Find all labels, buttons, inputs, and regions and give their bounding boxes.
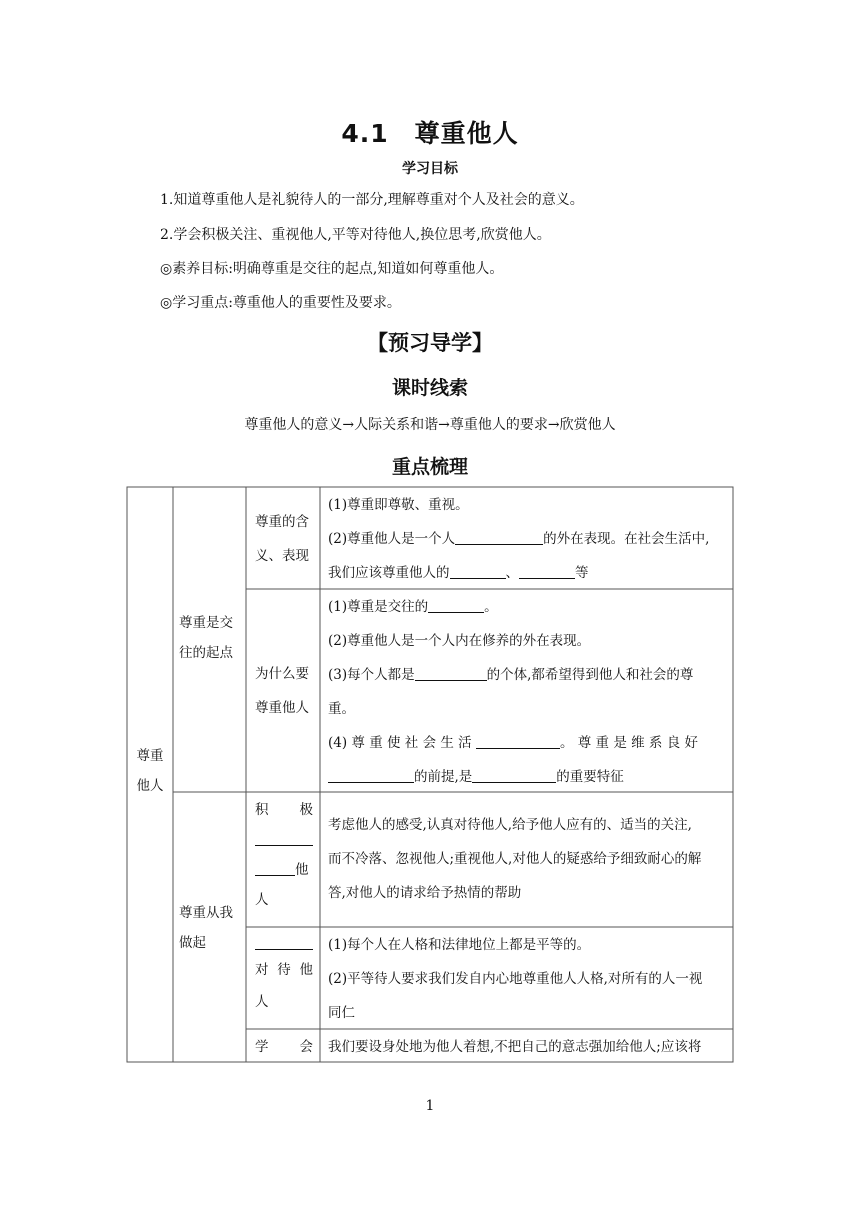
content-text: 等	[575, 565, 589, 581]
content-text: 。	[484, 599, 498, 615]
label-char: 极	[299, 802, 313, 818]
content-text: (4) 尊 重 使 社 会 生 活	[328, 735, 472, 751]
section-heading: 【预习导学】	[367, 331, 493, 355]
fill-blank	[415, 666, 487, 681]
objective-item: 1.知道尊重他人是礼貌待人的一部分,理解尊重对个人及社会的意义。	[160, 192, 584, 208]
group2-line: 做起	[179, 935, 206, 951]
row-label-equal	[255, 928, 313, 1018]
content-text: 的个体,都希望得到他人和社会的尊	[486, 667, 694, 683]
label-line: 尊重他人	[255, 700, 309, 716]
content-text: 的前提,是	[414, 769, 473, 785]
fill-blank	[476, 734, 560, 749]
label-char: 待	[277, 962, 291, 978]
content-line: 同仁	[328, 1005, 355, 1021]
fill-blank	[255, 861, 295, 876]
label-char: 他	[295, 862, 309, 878]
col1-line: 尊重	[136, 748, 164, 764]
cell-meaning	[328, 488, 728, 590]
cell-active	[328, 808, 728, 910]
fill-blank	[255, 935, 313, 950]
objectives-heading: 学习目标	[402, 161, 458, 177]
content-line: 而不冷落、忽视他人;重视他人,对他人的疑惑给予细致耐心的解	[328, 851, 702, 867]
group1-line: 尊重是交	[179, 615, 233, 631]
content-text: (1)尊重是交往的	[328, 599, 429, 615]
clue-heading: 课时线索	[391, 377, 468, 399]
row-label-meaning	[255, 505, 309, 573]
row-label-learn	[255, 1030, 313, 1064]
fill-blank	[428, 598, 484, 613]
label-char: 对	[255, 962, 269, 978]
label-line: 尊重的含	[255, 514, 309, 530]
content-text: 。 尊 重 是 维 系 良 好	[559, 735, 699, 751]
label-char: 会	[299, 1039, 313, 1055]
clue-text: 尊重他人的意义→人际关系和谐→尊重他人的要求→欣赏他人	[244, 417, 616, 433]
content-text: 、	[505, 565, 519, 581]
cell-learn	[328, 1030, 728, 1064]
label-char: 积	[255, 802, 269, 818]
content-text: 的外在表现。在社会生活中,	[543, 531, 710, 547]
content-line: 重。	[328, 701, 355, 717]
objective-item: ◎学习重点:尊重他人的重要性及要求。	[160, 295, 401, 311]
content-text: 我们应该尊重他人的	[328, 565, 450, 581]
col1-line: 他人	[136, 778, 164, 794]
content-text: (3)每个人都是	[328, 667, 415, 683]
fill-blank	[255, 831, 313, 846]
content-line: (2)尊重他人是一个人内在修养的外在表现。	[328, 633, 591, 649]
label-line: 义、表现	[255, 548, 309, 564]
content-line: (2)平等待人要求我们发自内心地尊重他人人格,对所有的人一视	[328, 971, 703, 987]
fill-blank	[328, 768, 414, 783]
row-label-why	[255, 657, 309, 725]
group1-line: 往的起点	[179, 645, 233, 661]
fill-blank	[455, 530, 543, 545]
page-number: 1	[425, 1098, 435, 1114]
content-text: 的重要特征	[556, 769, 624, 785]
group-label-start-from-me	[179, 898, 233, 958]
label-char: 学	[255, 1039, 269, 1055]
label-line: 为什么要	[255, 666, 309, 682]
group2-line: 尊重从我	[179, 905, 233, 921]
page-title: 4.1 尊重他人	[341, 119, 519, 148]
fill-blank	[519, 564, 575, 579]
table-col1-label	[127, 741, 173, 801]
label-char: 人	[255, 892, 269, 908]
row-label-active	[255, 795, 313, 915]
objective-item: 2.学会积极关注、重视他人,平等对待他人,换位思考,欣赏他人。	[160, 227, 551, 243]
key-points-heading: 重点梳理	[391, 456, 468, 478]
group-label-start-of-interaction	[179, 608, 233, 668]
fill-blank	[450, 564, 506, 579]
content-line: 考虑他人的感受,认真对待他人,给予他人应有的、适当的关注,	[328, 817, 692, 833]
cell-why	[328, 590, 728, 794]
objective-item: ◎素养目标:明确尊重是交往的起点,知道如何尊重他人。	[160, 261, 504, 277]
content-line: (1)尊重即尊敬、重视。	[328, 497, 469, 513]
label-char: 他	[299, 962, 313, 978]
content-line: 答,对他人的请求给予热情的帮助	[328, 885, 522, 901]
content-line: 我们要设身处地为他人着想,不把自己的意志强加给他人;应该将	[328, 1039, 702, 1055]
label-char: 人	[255, 994, 269, 1010]
content-text: (2)尊重他人是一个人	[328, 531, 456, 547]
content-line: (1)每个人在人格和法律地位上都是平等的。	[328, 937, 591, 953]
cell-equal	[328, 928, 728, 1030]
fill-blank	[472, 768, 556, 783]
